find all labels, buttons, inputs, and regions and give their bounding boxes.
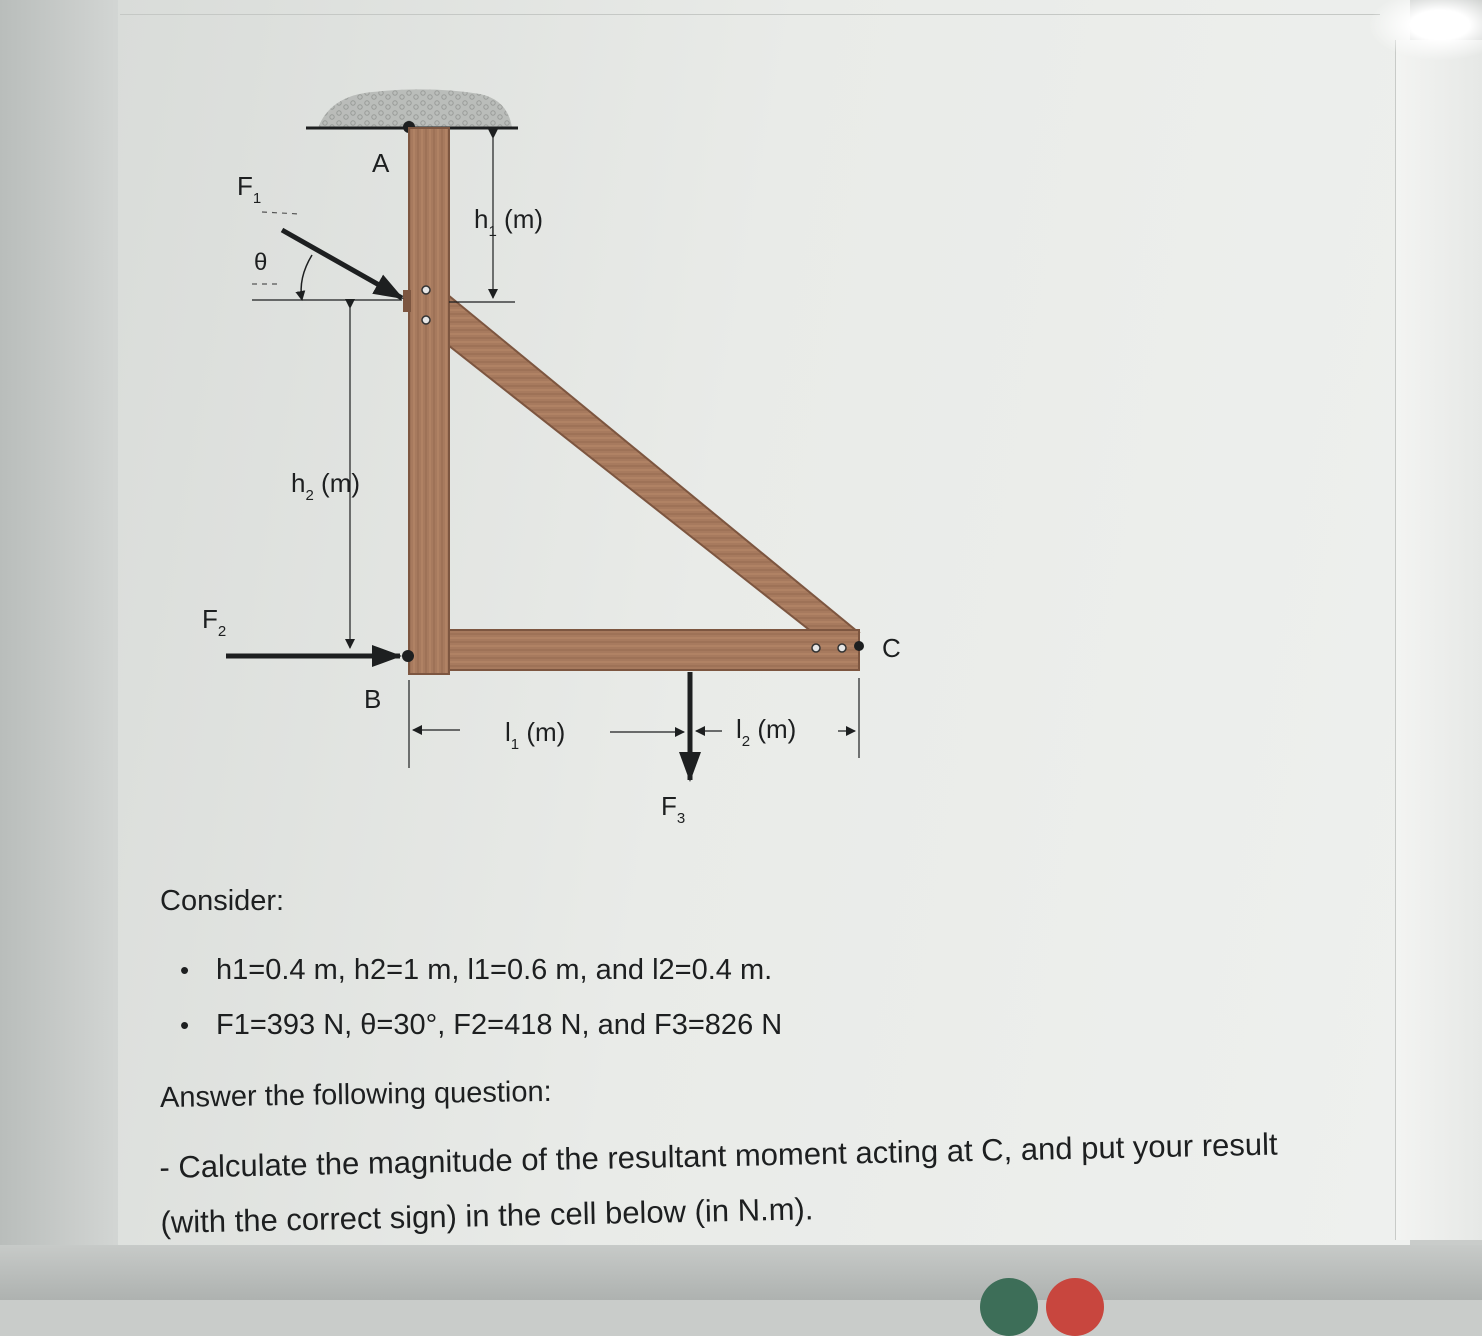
bolt	[838, 644, 846, 652]
label-A: A	[372, 148, 390, 178]
point-C-marker	[854, 641, 864, 651]
label-F3: $F_3$	[661, 791, 686, 827]
label-h1: $h_1$ (m)	[474, 204, 544, 240]
dock-app-icon[interactable]	[1046, 1278, 1104, 1336]
label-F2: $F_2$	[202, 604, 227, 640]
diagonal-brace	[448, 295, 858, 632]
consider-heading: Consider:	[160, 885, 285, 917]
vertical-post	[409, 128, 449, 674]
label-l1: $l_1$ (m)	[505, 717, 566, 753]
answer-prompt: Answer the following question:	[159, 1075, 552, 1114]
f1-arrow	[282, 230, 402, 298]
question-text: - Calculate the magnitude of the resultant moment acting at C, and put your result (with the correct sign) in the cell below (in N.m).	[159, 1126, 1278, 1240]
given-dimensions: • h1=0.4 m, h2=1 m, l1=0.6 m, and l2=0.4 m.	[180, 950, 782, 1002]
theta-arc	[301, 255, 312, 300]
horizontal-beam	[449, 630, 859, 670]
dock-app-icon[interactable]	[980, 1278, 1038, 1336]
bolt	[422, 316, 430, 324]
dock-area	[0, 1245, 1482, 1300]
label-C: C	[882, 633, 901, 663]
label-F1: $F_1$	[237, 171, 262, 207]
label-h2: $h_2$ (m)	[291, 468, 361, 504]
givens-list	[180, 950, 782, 1054]
label-B: B	[364, 684, 382, 714]
ceiling-support	[318, 89, 512, 128]
bolt	[812, 644, 820, 652]
label-theta: θ	[254, 249, 268, 276]
given-forces: • F1=393 N, θ=30°, F2=418 N, and F3=826 N	[180, 1005, 782, 1057]
f1-guide-line	[262, 212, 300, 214]
label-l2: $l_2$ (m)	[736, 714, 797, 750]
bolt	[422, 286, 430, 294]
pin-B	[402, 650, 414, 662]
bracket-plate	[403, 290, 411, 312]
